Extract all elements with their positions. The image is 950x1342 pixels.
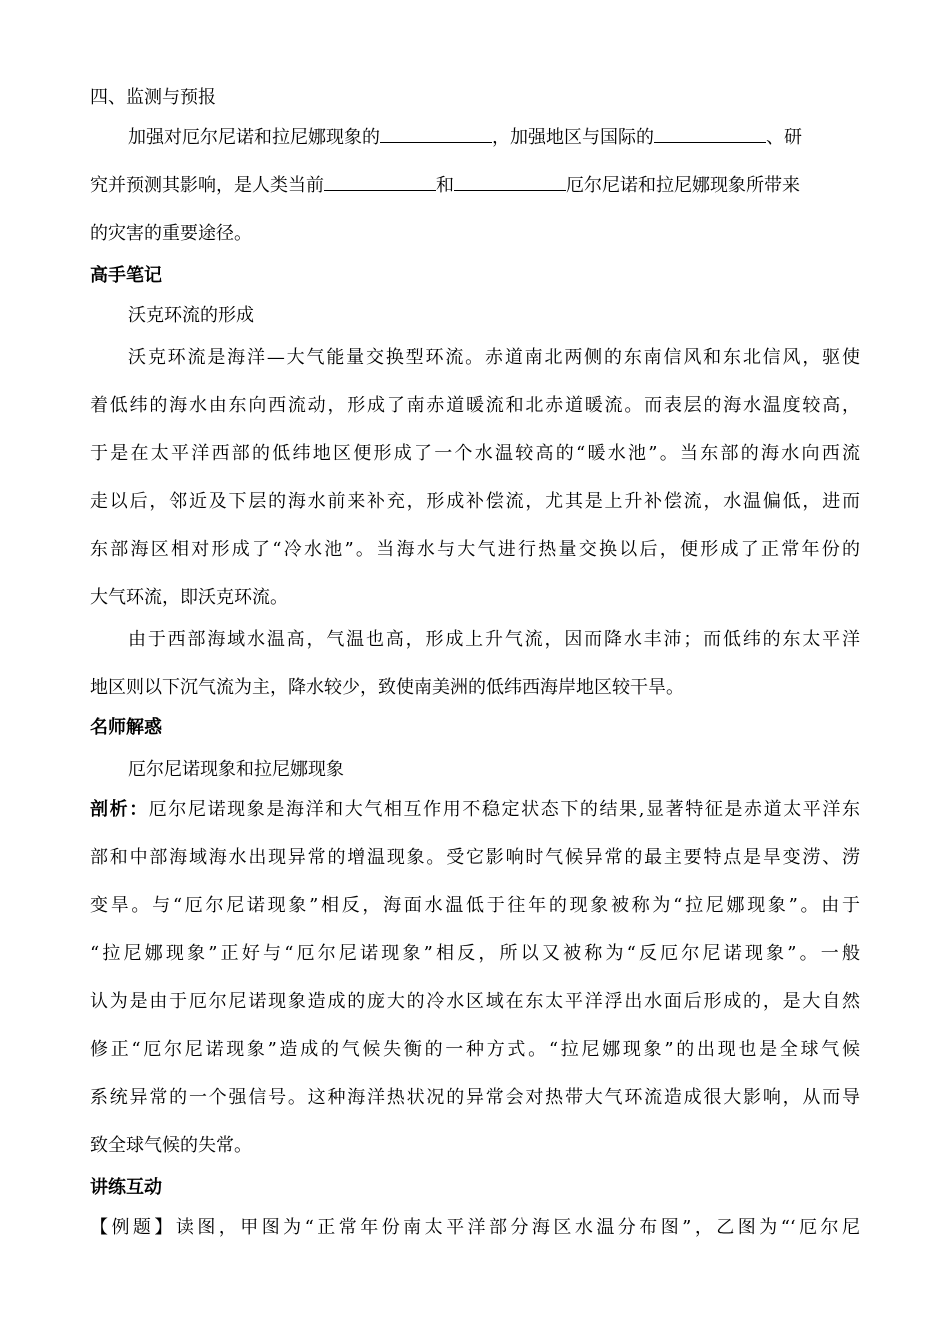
teacher-subtitle: 厄尔尼诺现象和拉尼娜现象 [128,759,344,780]
analysis-line: 变旱。与“厄尔尼诺现象”相反，海面水温低于往年的现象被称为“拉尼娜现象”。由于 [90,895,860,916]
notes-line: 大气环流，即沃克环流。 [90,587,288,608]
analysis-label: 剖析： [90,799,149,820]
text-segment: 加强对厄尔尼诺和拉尼娜现象的 [128,127,380,148]
text-segment: 和 [436,175,454,196]
notes-line: 于是在太平洋西部的低纬地区便形成了一个水温较高的“暖水池”。当东部的海水向西流 [90,443,860,464]
notes-line: 着低纬的海水由东向西流动，形成了南赤道暖流和北赤道暖流。而表层的海水温度较高， [90,395,860,416]
analysis-line: 认为是由于厄尔尼诺现象造成的庞大的冷水区域在东太平洋浮出水面后形成的，是大自然 [90,991,860,1012]
section-heading-notes: 高手笔记 [90,265,162,286]
answer-blank-1[interactable] [380,126,492,143]
section-heading-teacher: 名师解惑 [90,717,162,738]
analysis-line: 致全球气候的失常。 [90,1135,252,1156]
paragraph-line: 的灾害的重要途径。 [90,223,252,244]
notes-line: 沃克环流是海洋—大气能量交换型环流。赤道南北两侧的东南信风和东北信风，驱使 [128,347,860,368]
example-line [90,1216,860,1240]
analysis-text: 厄尔尼诺现象是海洋和大气相互作用不稳定状态下的结果,显著特征是赤道太平洋东 [148,799,861,820]
text-segment: 厄尔尼诺和拉尼娜现象所带来 [566,175,800,196]
fill-blank-line-1 [128,126,860,150]
analysis-first-line [90,798,860,822]
notes-line: 地区则以下沉气流为主，降水较少，致使南美洲的低纬西海岸地区较干旱。 [90,677,684,698]
section-heading-monitoring: 四、监测与预报 [90,87,216,108]
analysis-line: 修正“厄尔尼诺现象”造成的气候失衡的一种方式。“拉尼娜现象”的出现也是全球气候 [90,1039,860,1060]
notes-line: 东部海区相对形成了“冷水池”。当海水与大气进行热量交换以后，便形成了正常年份的 [90,539,860,560]
text-segment: 、研 [766,127,802,148]
text-segment: 究并预测其影响，是人类当前 [90,175,324,196]
analysis-line: 部和中部海域海水出现异常的增温现象。受它影响时气候异常的最主要特点是旱变涝、涝 [90,847,860,868]
answer-blank-4[interactable] [454,174,566,191]
notes-subtitle: 沃克环流的形成 [128,305,254,326]
answer-blank-3[interactable] [324,174,436,191]
notes-line: 走以后，邻近及下层的海水前来补充，形成补偿流，尤其是上升补偿流，水温偏低，进而 [90,491,860,512]
section-heading-practice: 讲练互动 [90,1177,162,1198]
analysis-line: 系统异常的一个强信号。这种海洋热状况的异常会对热带大气环流造成很大影响，从而导 [90,1087,860,1108]
example-label: 【例题】 [90,1217,176,1238]
fill-blank-line-2 [90,174,860,198]
text-segment: ，加强地区与国际的 [492,127,654,148]
analysis-line: “拉尼娜现象”正好与“厄尔尼诺现象”相反，所以又被称为“反厄尔尼诺现象”。一般 [90,943,860,964]
example-text: 读图，甲图为“正常年份南太平洋部分海区水温分布图”，乙图为“‘厄尔尼 [175,1217,861,1238]
notes-line: 由于西部海域水温高，气温也高，形成上升气流，因而降水丰沛；而低纬的东太平洋 [128,629,860,650]
answer-blank-2[interactable] [654,126,766,143]
